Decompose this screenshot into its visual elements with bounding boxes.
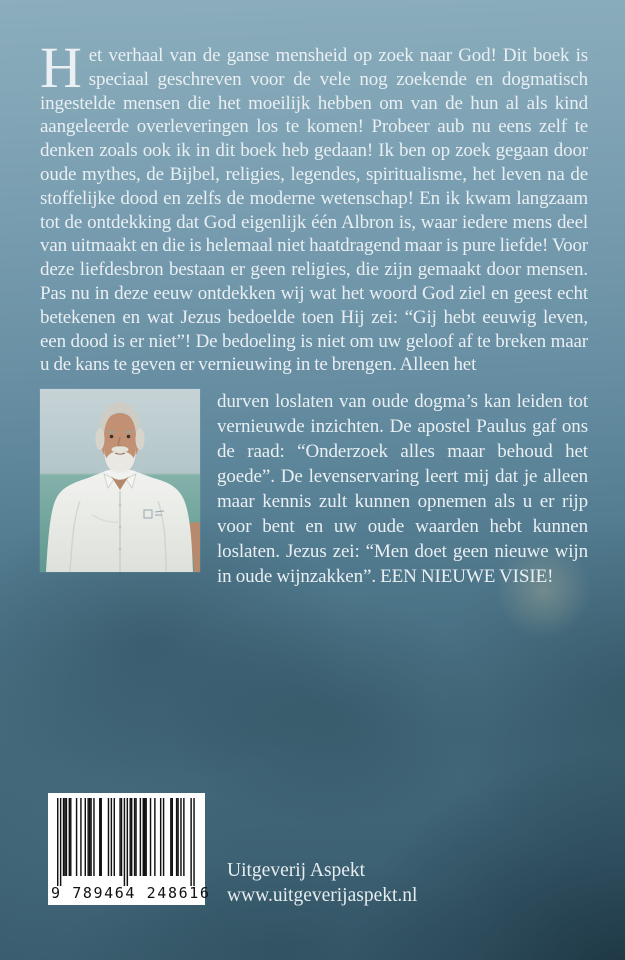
blurb-intro-text: et verhaal van de ganse mensheid op zoek naar God! Dit boek is speciaal geschreven voor de vele nog zoekende en dogmatisch ingestelde mensen die het moeilijk hebben om van de hun al als kind aangeleerde overleveringen los te komen! Probeer aub nu eens zelf te denken zoals ook ik in dit boek heb gedaan! Ik ben op zoek gegaan door oude mythes, de Bijbel, religies, legendes, spiritualisme, het leven na de stoffelijke dood en zelfs de moderne wetenschap! En ik kwam langzaam tot de ontdekking dat God eigenlijk één Albron is, waar iedere mens deel van uitmaakt en die is helemaal niet haatdragend maar is pure liefde! Voor deze liefdesbron bestaan er geen religies, die zijn gemaakt door mensen. Pas nu in deze eeuw ontdekken wij wat het woord God ziel en geest echt betekenen en wat Jezus bedoelde toen Hij zei: “Gij hebt eeuwig leven, een dood is er niet”! De bedoeling is niet om uw geloof af te breken maar u de kans te geven er vernieuwing in te brengen. Alleen het: [40, 45, 588, 376]
author-photo: [40, 389, 200, 572]
isbn-number: 9 789464 248616: [51, 884, 211, 902]
author-photo-illustration: [40, 389, 200, 572]
publisher-block: [227, 858, 417, 908]
isbn-barcode: [48, 793, 211, 905]
photo-and-text-row: [40, 389, 588, 589]
drop-cap: H: [40, 35, 82, 100]
publisher-website: www.uitgeverijaspekt.nl: [227, 885, 418, 906]
blurb: [40, 35, 588, 589]
publisher-name: Uitgeverij Aspekt: [227, 860, 366, 881]
blurb-intro: [40, 35, 588, 377]
blurb-continued: durven loslaten van oude dogma’s kan leiden tot vernieuwde inzichten. De apostel Paulus gaf ons de raad: “Onderzoek alles maar behoud het goede”. De levenservaring leert mij dat je alleen maar kennis zult kunnen opnemen als u er rijp voor bent en uw oude waarden hebt kunnen loslaten. Jezus zei: “Men doet geen nieuwe wijn in oude wijnzakken”. EEN NIEUWE VISIE!: [217, 391, 588, 588]
